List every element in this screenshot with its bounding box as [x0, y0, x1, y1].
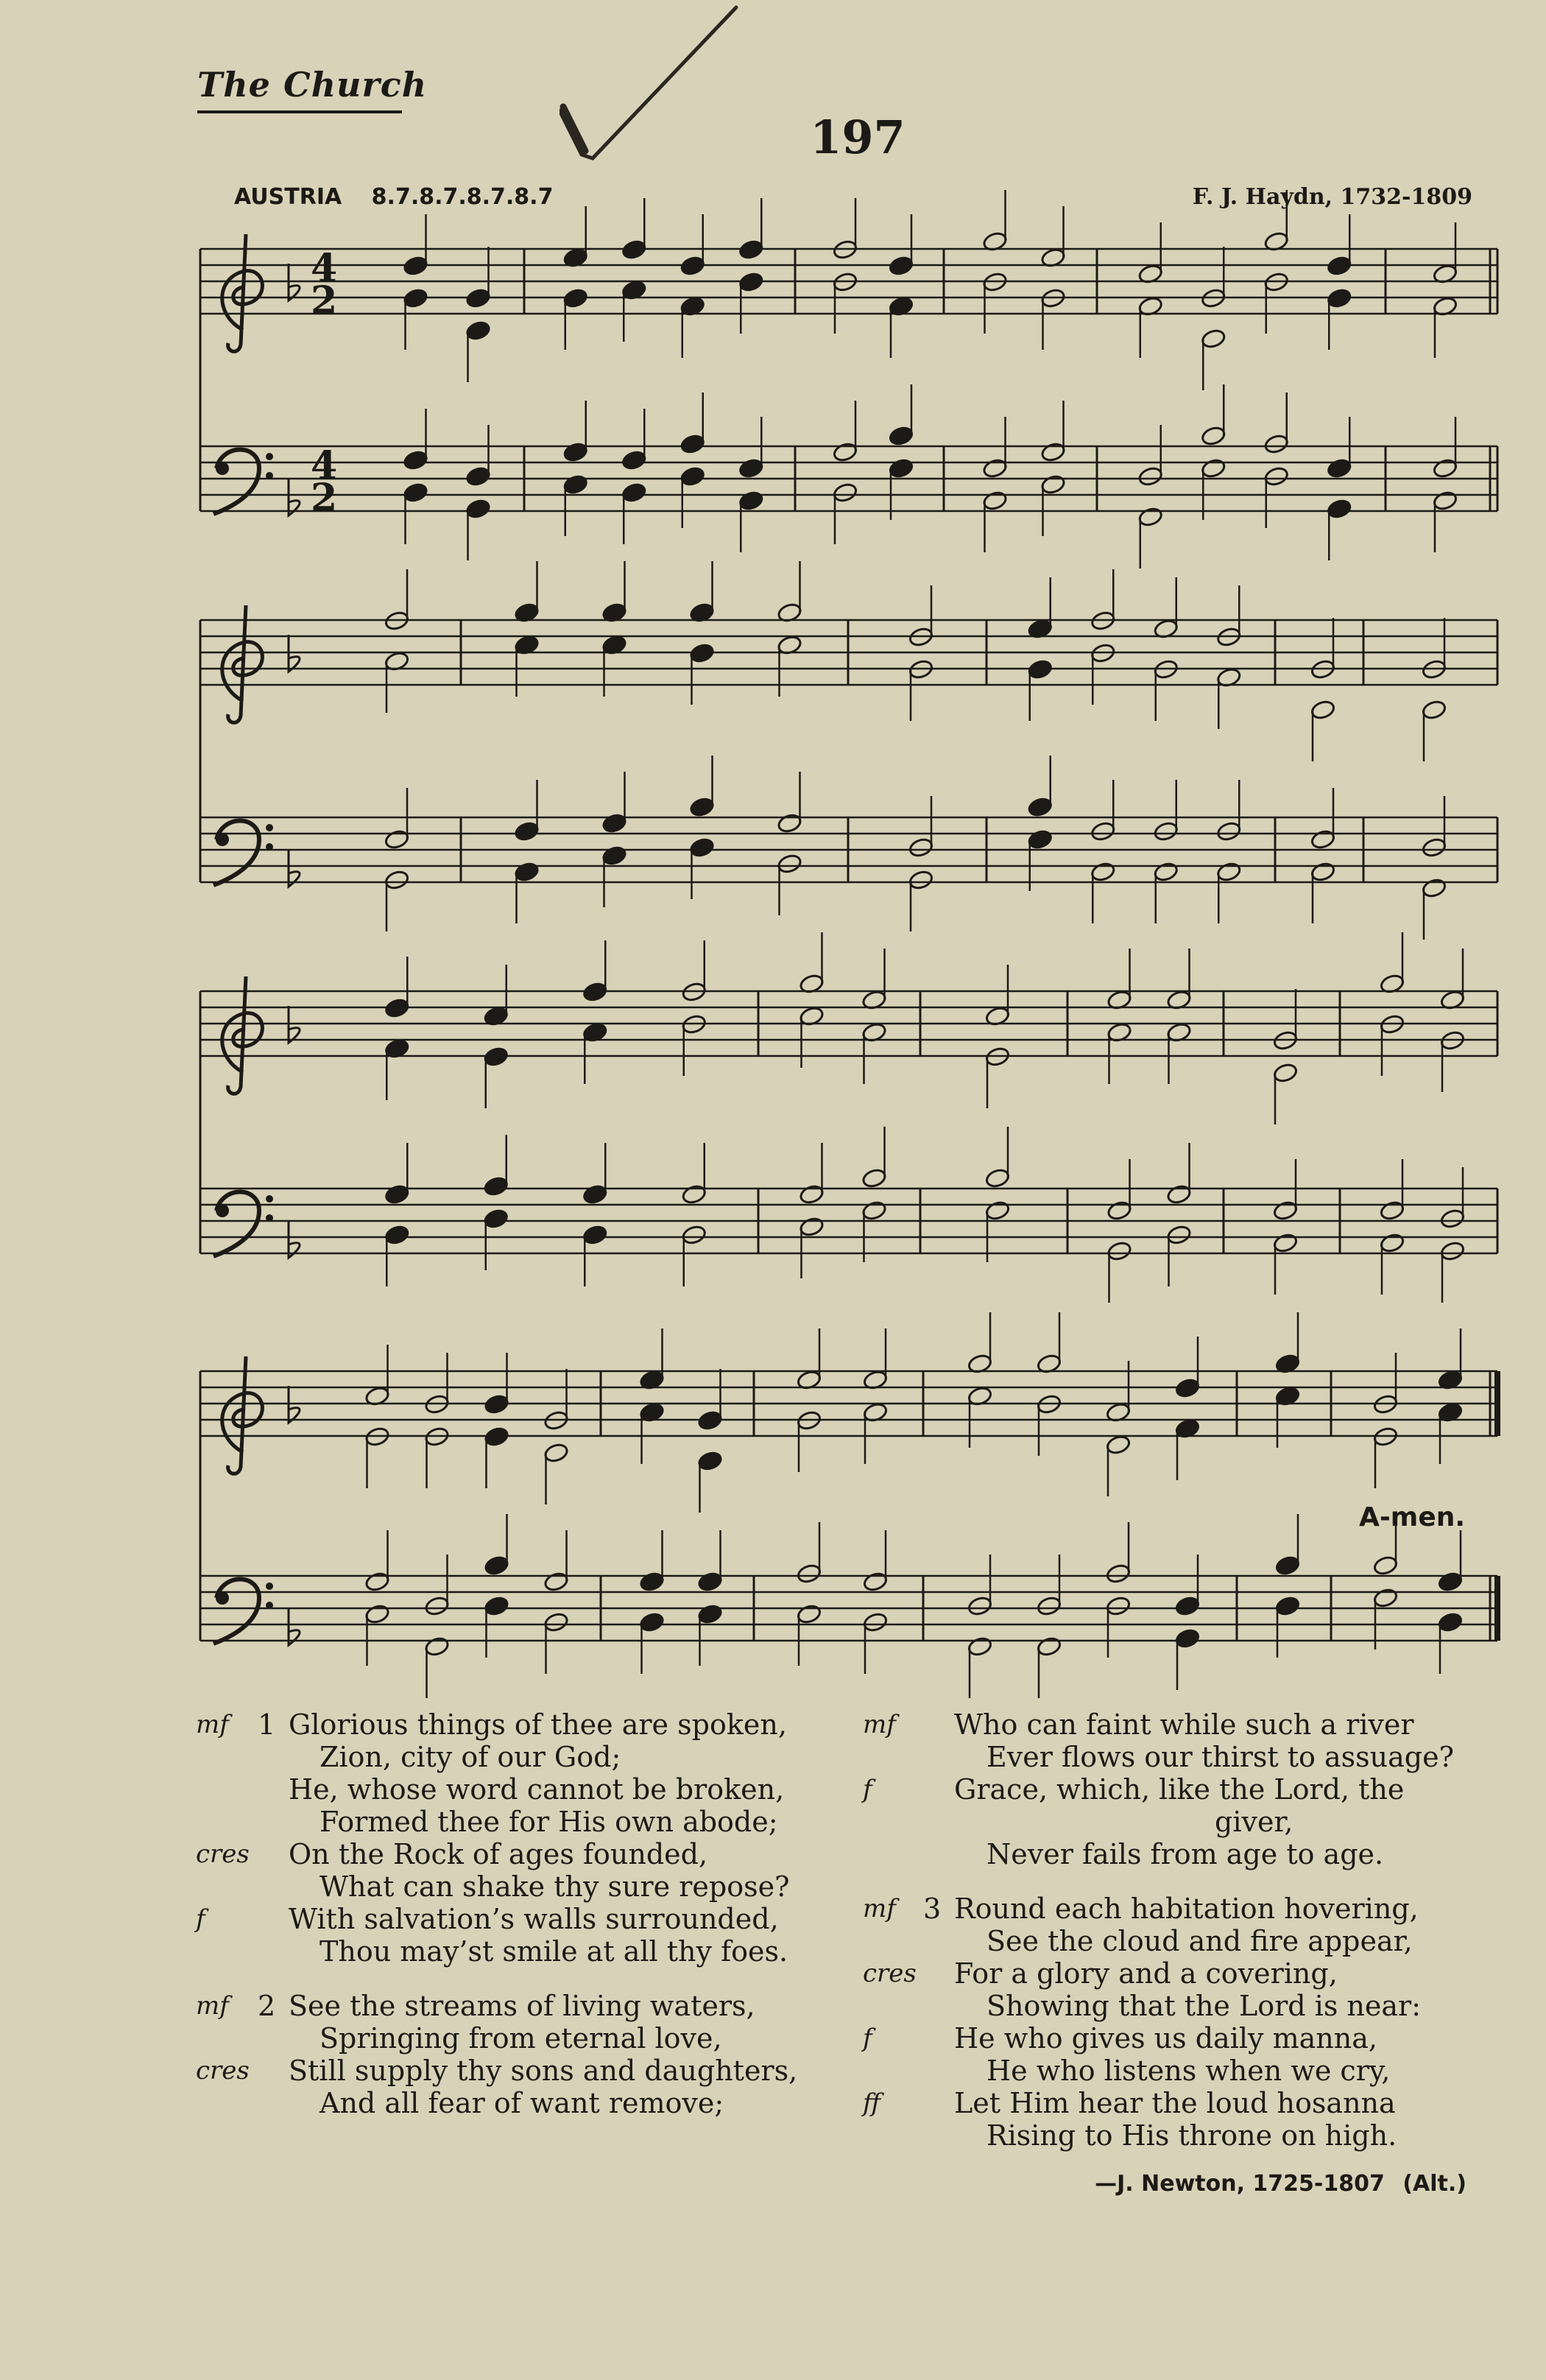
note-head [562, 441, 588, 462]
verse-line: He, whose word cannot be broken, [289, 1773, 785, 1806]
bass-clef-dot [266, 472, 273, 479]
dynamic-marking: mf [863, 1894, 896, 1923]
note-head [384, 828, 409, 850]
composer: F. J. Haydn, 1732-1809 [1192, 184, 1472, 210]
note-head [543, 1571, 569, 1592]
note-head [982, 457, 1008, 479]
note-head [1153, 861, 1179, 882]
note-head [1327, 287, 1352, 309]
note-head [1174, 1377, 1200, 1398]
note-head [483, 1208, 509, 1229]
note-head [1174, 1627, 1200, 1649]
note-head [621, 239, 647, 260]
flat-sign-icon [289, 850, 300, 887]
note-head [639, 1571, 665, 1592]
note-head [465, 287, 491, 309]
note-head [582, 1183, 608, 1205]
verse-line: Formed thee for His own abode; [320, 1806, 778, 1838]
note-head [403, 482, 428, 503]
note-head [621, 482, 647, 503]
note-head [639, 1611, 665, 1633]
note-head [1310, 699, 1335, 720]
author-name: —J. Newton, 1725-1807 [1095, 2171, 1385, 2197]
note-head [1379, 1200, 1405, 1221]
bass-clef-dot [266, 1195, 273, 1203]
verse-line: He who listens when we cry, [986, 2055, 1391, 2087]
dynamic-marking: f [196, 1904, 205, 1934]
note-head [967, 1636, 992, 1657]
verse-line: Showing that the Lord is near: [986, 1990, 1422, 2022]
bass-clef-icon [213, 1192, 259, 1257]
note-head [1201, 328, 1226, 349]
verse-line: Round each habitation hovering, [954, 1893, 1419, 1925]
note-head [1166, 1224, 1192, 1245]
note-head [424, 1595, 450, 1616]
note-head [697, 1450, 723, 1471]
note-head [483, 1175, 509, 1197]
note-head [514, 820, 540, 842]
bass-clef-icon [213, 450, 259, 515]
note-head [689, 837, 715, 858]
note-head [403, 287, 428, 309]
bass-clef-icon [213, 821, 259, 886]
note-head [861, 1167, 887, 1189]
note-head [888, 425, 914, 446]
bass-clef-dot [266, 1214, 273, 1222]
dynamic-marking: cres [196, 1839, 250, 1869]
verse-line: Grace, which, like the Lord, the [954, 1773, 1405, 1806]
final-barline [1494, 1576, 1500, 1641]
tune-name: AUSTRIA [234, 184, 342, 210]
note-head [799, 1183, 825, 1205]
note-head [1421, 837, 1447, 858]
bass-clef-dot [266, 453, 273, 460]
note-head [1105, 1595, 1131, 1616]
note-head [514, 861, 540, 882]
verse-line: Still supply thy sons and daughters, [289, 2055, 798, 2087]
hymn-number: 197 [810, 110, 906, 164]
dynamic-marking: mf [863, 1710, 896, 1739]
note-head [689, 796, 715, 817]
note-head [465, 465, 491, 487]
note-head [582, 1224, 608, 1245]
amen-lyric: A-men. [1359, 1502, 1466, 1532]
note-head [1310, 828, 1335, 850]
bass-clef-dot [216, 1591, 229, 1605]
verse-line: Ever flows our thirst to assuage? [986, 1741, 1454, 1773]
note-head [1036, 1636, 1062, 1657]
note-head [1216, 861, 1242, 882]
note-head [967, 1595, 992, 1616]
note-head [484, 1555, 509, 1576]
note-head [1105, 1563, 1131, 1584]
note-head [1036, 1595, 1062, 1616]
note-head [1027, 658, 1053, 680]
note-head [908, 869, 933, 890]
note-head [738, 271, 764, 292]
note-head [796, 1603, 822, 1624]
note-head [1153, 820, 1179, 842]
note-head [384, 1224, 410, 1245]
note-head [543, 1611, 569, 1633]
alteration-note: (Alt.) [1402, 2171, 1466, 2197]
note-head [424, 1636, 450, 1657]
flat-sign-icon [289, 479, 300, 515]
note-head [984, 1167, 1010, 1189]
note-head [738, 490, 764, 511]
dynamic-marking: mf [196, 1710, 229, 1739]
verse-line: He who gives us daily manna, [954, 2022, 1377, 2055]
note-head [681, 1183, 707, 1205]
note-head [738, 457, 764, 479]
bass-clef-dot [266, 824, 273, 831]
dynamic-marking: f [863, 2024, 872, 2053]
note-head [777, 812, 802, 834]
bass-clef-dot [266, 1582, 273, 1590]
note-head [1272, 1232, 1298, 1253]
note-head [1432, 457, 1458, 479]
treble-clef-icon [222, 976, 263, 1094]
treble-clef-icon [222, 1356, 263, 1474]
note-head [1174, 1595, 1200, 1616]
note-head [1372, 1555, 1398, 1576]
verse-line: Zion, city of our God; [320, 1741, 621, 1773]
note-head [1274, 1555, 1300, 1576]
note-head [1327, 498, 1352, 519]
note-head [384, 1183, 410, 1205]
verse-line: For a glory and a covering, [954, 1957, 1338, 1990]
note-head [777, 853, 802, 874]
note-head [697, 1603, 723, 1624]
note-head [681, 1224, 707, 1245]
note-head [403, 449, 428, 471]
bass-clef-dot [216, 833, 229, 846]
note-head [888, 457, 914, 479]
note-head [384, 997, 410, 1018]
verse-line: On the Rock of ages founded, [289, 1838, 708, 1870]
note-head [697, 1571, 723, 1592]
note-head [799, 1216, 825, 1237]
note-head [483, 1046, 509, 1067]
flat-sign-icon [289, 1221, 300, 1258]
note-head [484, 1595, 509, 1616]
note-head [832, 441, 858, 462]
note-head [680, 255, 705, 276]
note-head [1166, 1183, 1192, 1205]
treble-clef-icon [222, 605, 263, 722]
note-head [403, 255, 428, 276]
note-head [1040, 473, 1066, 495]
note-head [484, 1393, 509, 1415]
verse-line: Rising to His throne on high. [986, 2119, 1397, 2152]
note-head [484, 1426, 509, 1447]
time-signature-bottom: 2 [311, 476, 338, 521]
note-head [621, 449, 647, 471]
note-head [1310, 861, 1335, 882]
note-head [861, 1200, 887, 1221]
verse-line: Thou may’st smile at all thy foes. [320, 1935, 788, 1968]
note-head [1090, 861, 1116, 882]
bass-clef-dot [266, 1602, 273, 1609]
note-head [384, 869, 409, 890]
note-head [1027, 796, 1053, 817]
verse-line: With salvation’s walls surrounded, [289, 1903, 779, 1935]
note-head [1437, 1571, 1463, 1592]
verse-line: Let Him hear the loud hosanna [954, 2087, 1396, 2119]
note-head [1272, 1200, 1298, 1221]
verse-line: See the streams of living waters, [289, 1990, 755, 2022]
note-head [1090, 820, 1116, 842]
verse-line: And all fear of want remove; [320, 2087, 724, 2119]
note-head [982, 490, 1008, 511]
note-head [562, 287, 588, 309]
bass-clef-icon [213, 1580, 259, 1644]
bass-clef-dot [266, 843, 273, 851]
note-head [601, 812, 627, 834]
verse-line: What can shake thy sure repose? [320, 1870, 790, 1903]
note-head [1137, 506, 1163, 527]
note-head [1372, 1587, 1398, 1608]
time-signature-top: 4 [311, 246, 338, 291]
note-head [1105, 1434, 1131, 1455]
note-head [1137, 465, 1163, 487]
note-head [697, 1409, 723, 1431]
verse-line: Springing from eternal love, [320, 2022, 722, 2055]
dynamic-marking: ff [863, 2088, 881, 2118]
verse-number: 2 [258, 1990, 276, 2022]
note-head [1201, 425, 1226, 446]
time-signature-top: 4 [311, 443, 338, 488]
dynamic-marking: mf [196, 1991, 229, 2021]
flat-sign-icon [289, 1608, 300, 1645]
note-head [680, 465, 705, 487]
note-head [1437, 1611, 1463, 1633]
dynamic-marking: cres [863, 1959, 917, 1988]
note-head [465, 498, 491, 519]
note-head [689, 642, 715, 663]
note-head [680, 433, 705, 454]
treble-clef-icon [222, 234, 263, 351]
note-head [1027, 828, 1053, 850]
verse-line: See the cloud and fire appear, [986, 1925, 1413, 1957]
note-head [582, 981, 608, 1002]
note-head [796, 1563, 822, 1584]
dynamic-marking: f [863, 1775, 872, 1804]
tune-meter: 8.7.8.7.8.7.8.7 [371, 184, 554, 210]
note-head [1263, 433, 1289, 454]
note-head [1379, 1232, 1405, 1253]
dynamic-marking: cres [196, 2056, 250, 2085]
note-head [1327, 255, 1352, 276]
note-head [1421, 699, 1447, 720]
note-head [908, 837, 933, 858]
section-header: The Church [197, 65, 428, 105]
note-head [862, 1571, 888, 1592]
note-head [1106, 1200, 1132, 1221]
bass-clef-dot [216, 462, 229, 475]
final-barline [1494, 1371, 1500, 1436]
note-head [1439, 1240, 1465, 1261]
note-head [364, 1603, 390, 1624]
note-head [364, 1571, 390, 1592]
verse-line: Glorious things of thee are spoken, [289, 1708, 787, 1741]
author-attribution [1095, 2171, 1466, 2197]
note-head [1106, 1240, 1132, 1261]
note-head [1263, 465, 1289, 487]
note-head [1432, 490, 1458, 511]
note-head [562, 473, 588, 495]
note-head [543, 1442, 569, 1463]
note-head [1201, 457, 1226, 479]
note-head [832, 482, 858, 503]
note-head [1439, 1208, 1465, 1229]
note-head [465, 320, 491, 341]
bass-clef-dot [216, 1204, 229, 1217]
note-head [862, 1611, 888, 1633]
note-head [738, 239, 764, 260]
note-head [601, 845, 627, 866]
verse-line: Never fails from age to age. [986, 1838, 1384, 1870]
verse-line: giver, [1215, 1806, 1293, 1838]
note-head [1421, 877, 1447, 898]
verse-line: Who can faint while such a river [954, 1708, 1414, 1741]
time-signature-bottom: 2 [311, 278, 338, 323]
note-head [888, 255, 914, 276]
note-head [1040, 441, 1066, 462]
note-head [1327, 457, 1352, 479]
note-head [1272, 1062, 1298, 1083]
note-head [984, 1200, 1010, 1221]
note-head [1274, 1595, 1300, 1616]
note-head [1216, 820, 1242, 842]
hymn-verses [0, 1708, 1546, 2224]
verse-number: 1 [258, 1708, 276, 1741]
verse-number: 3 [923, 1893, 942, 1925]
